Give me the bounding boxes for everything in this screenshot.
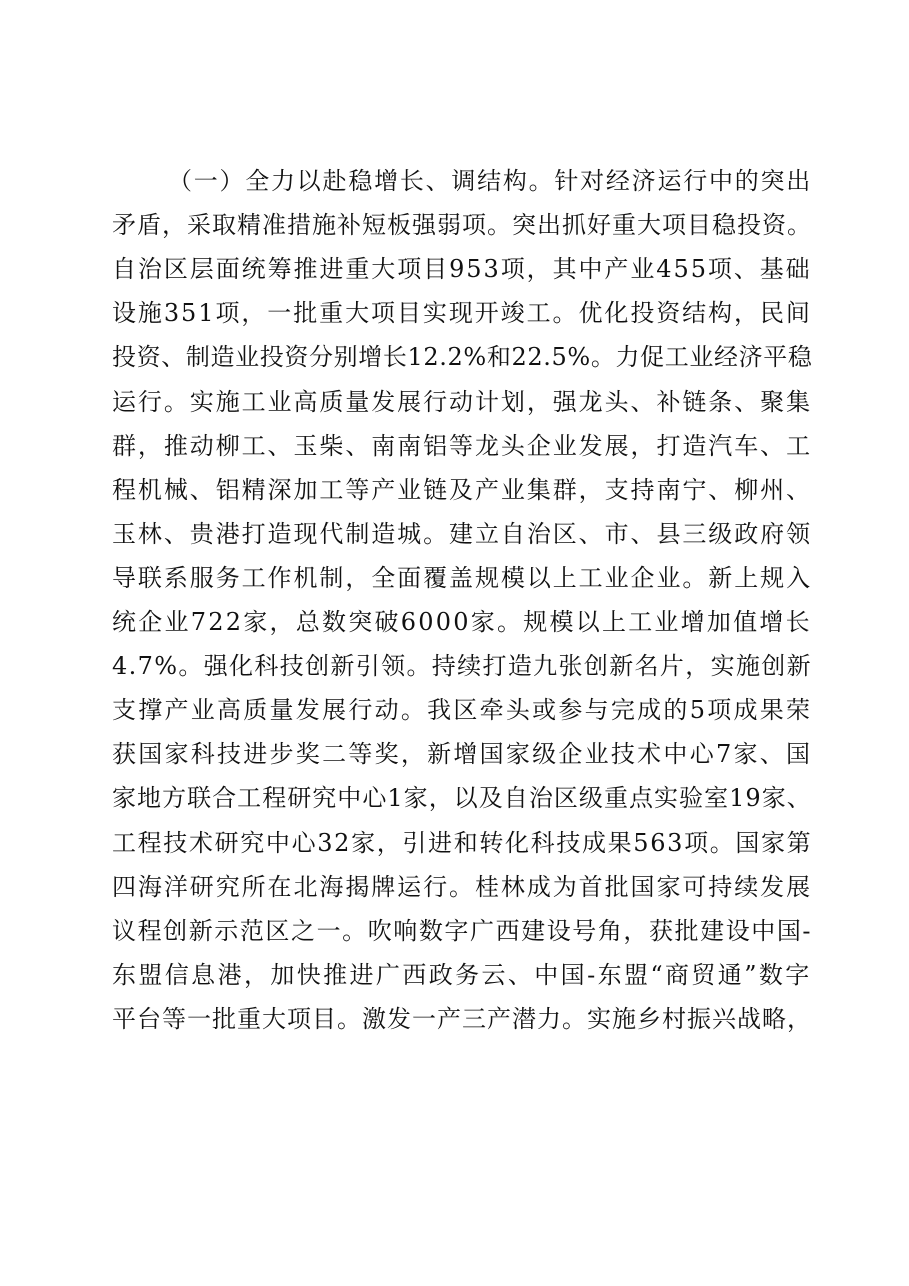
text-line: 程机械、铝精深加工等产业链及产业集群，支持南宁、柳州、 (112, 475, 812, 504)
text-line: 支撑产业高质量发展行动。我区牵头或参与完成的5项成果荣 (112, 696, 813, 725)
text-line: 投资、制造业投资分别增长12.2%和22.5%。力促工业经济平稳 (112, 343, 813, 372)
text-line: 获国家科技进步奖二等奖，新增国家级企业技术中心7家、国 (112, 740, 813, 769)
text-line: 矛盾，采取精准措施补短板强弱项。突出抓好重大项目稳投资。 (112, 211, 812, 240)
text-line: 统企业722家，总数突破6000家。规模以上工业增加值增长 (112, 608, 812, 636)
text-line: 东盟信息港，加快推进广西政务云、中国-东盟“商贸通”数字 (112, 960, 812, 989)
text-line: 议程创新示范区之一。吹响数字广西建设号角，获批建设中国- (112, 916, 813, 945)
text-line: （一）全力以赴稳增长、调结构。针对经济运行中的突出 (168, 167, 812, 195)
text-line: 4.7%。强化科技创新引领。持续打造九张创新名片，实施创新 (112, 652, 812, 681)
text-line: 平台等一批重大项目。激发一产三产潜力。实施乡村振兴战略， (112, 1004, 812, 1033)
text-line: 群，推动柳工、玉柴、南南铝等龙头企业发展，打造汽车、工 (112, 431, 812, 460)
text-line: 自治区层面统筹推进重大项目953项，其中产业455项、基础 (112, 255, 812, 284)
text-line: 设施351项，一批重大项目实现开竣工。优化投资结构，民间 (112, 299, 812, 328)
text-line: 玉林、贵港打造现代制造城。建立自治区、市、县三级政府领 (112, 519, 812, 548)
text-line: 运行。实施工业高质量发展行动计划，强龙头、补链条、聚集 (112, 387, 812, 416)
text-line: 家地方联合工程研究中心1家，以及自治区级重点实验室19家、 (112, 784, 812, 813)
text-line: 四海洋研究所在北海揭牌运行。桂林成为首批国家可持续发展 (112, 872, 812, 901)
text-line: 导联系服务工作机制，全面覆盖规模以上工业企业。新上规入 (112, 563, 812, 592)
text-line: 工程技术研究中心32家，引进和转化科技成果563项。国家第 (112, 828, 813, 857)
